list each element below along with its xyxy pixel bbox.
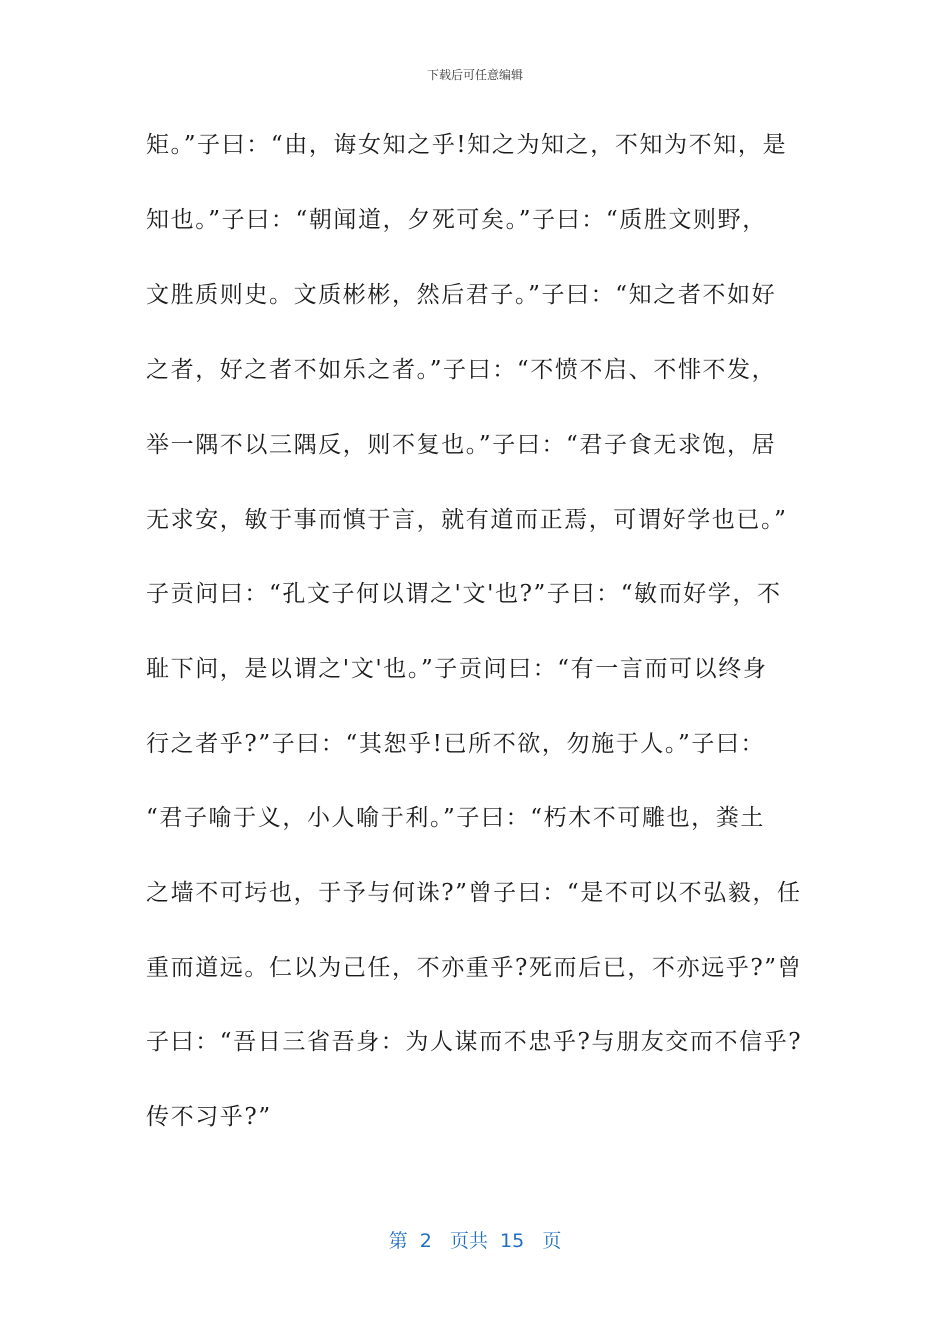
page-header: 下载后可任意编辑 (426, 68, 523, 82)
text-line: 子贡问曰：“孔文子何以谓之'文'也?”子曰：“敏而好学，不 (146, 581, 782, 607)
text-line: 子曰：“吾日三省吾身：为人谋而不忠乎?与朋友交而不信乎? (146, 1029, 803, 1055)
text-line: 举一隅不以三隅反，则不复也。”子曰：“君子食无求饱，居 (146, 432, 777, 458)
text-line: 矩。”子曰：“由，诲女知之乎!知之为知之，不知为不知，是 (146, 132, 788, 158)
text-line: 之者，好之者不如乐之者。”子曰：“不愤不启、不悱不发， (146, 357, 777, 383)
text-line: 之墙不可圬也，于予与何诛?”曾子曰：“是不可以不弘毅，任 (146, 880, 802, 906)
page-footer: 第 2 页共 15 页 (388, 1230, 562, 1252)
text-line: 耻下问，是以谓之'文'也。”子贡问曰：“有一言而可以终身 (146, 656, 768, 682)
text-line: 传不习乎?” (146, 1104, 272, 1130)
text-line: 知也。”子曰：“朝闻道，夕死可矣。”子曰：“质胜文则野， (146, 207, 767, 233)
text-line: 文胜质则史。文质彬彬，然后君子。”子曰：“知之者不如好 (146, 282, 777, 308)
text-line: 行之者乎?”子曰：“其恕乎!已所不欲，勿施于人。”子曰： (146, 731, 766, 757)
text-line: “君子喻于义，小人喻于利。”子曰：“朽木不可雕也，粪土 (146, 805, 765, 831)
text-line: 重而道远。仁以为己任，不亦重乎?死而后已，不亦远乎?”曾 (146, 955, 803, 981)
text-line: 无求安，敏于事而慎于言，就有道而正焉，可谓好学也已。” (146, 507, 788, 533)
